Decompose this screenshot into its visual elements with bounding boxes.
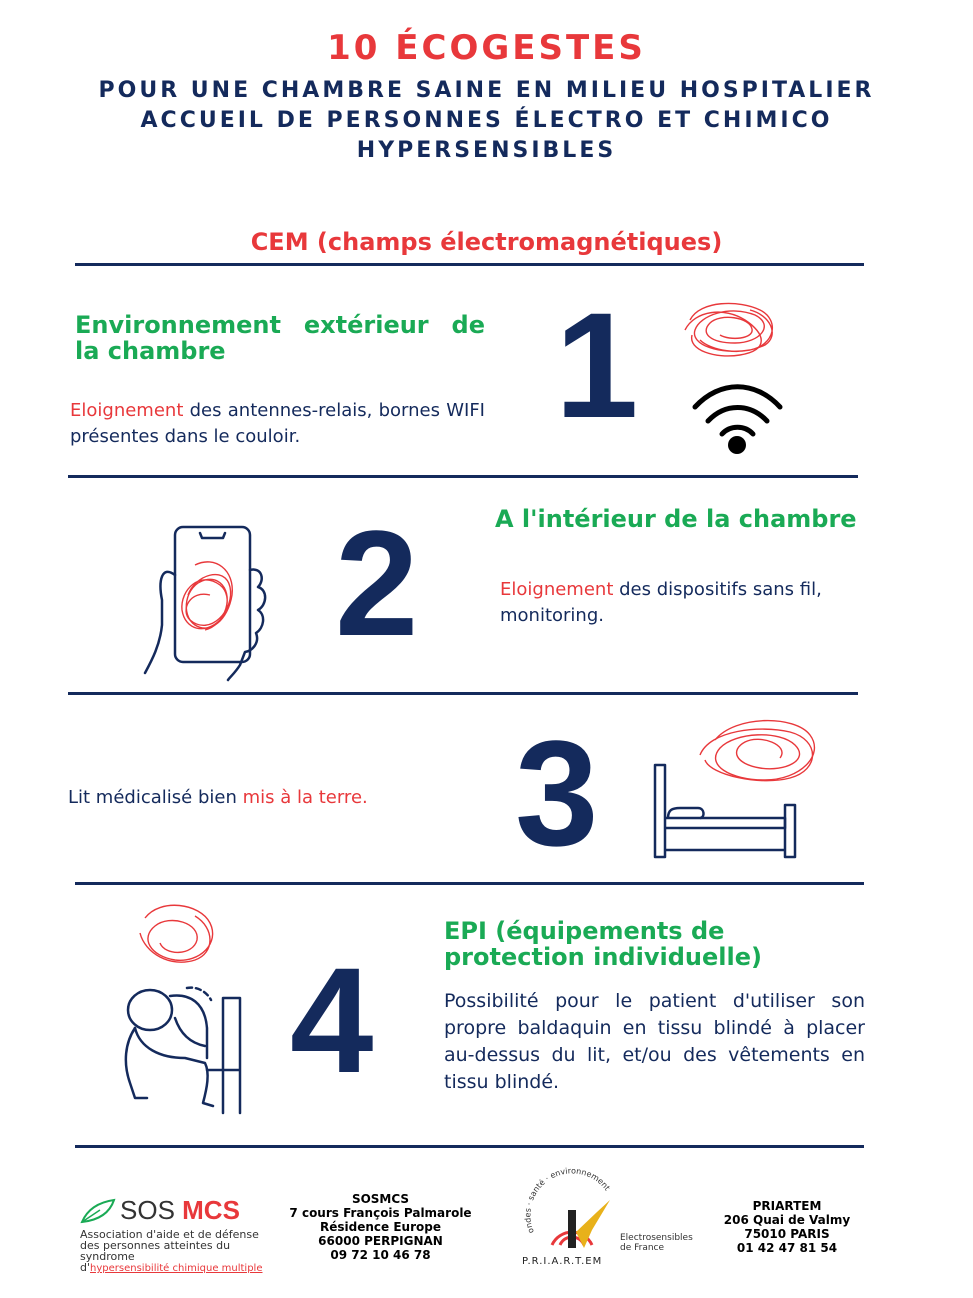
divider — [75, 263, 864, 266]
priartem-logo — [522, 1166, 697, 1270]
scribble-icon — [140, 905, 213, 962]
bed-mattress — [665, 818, 785, 828]
sosmcs-tagline-1: Association d'aide et de défense — [80, 1228, 259, 1241]
wifi-icon — [680, 295, 790, 470]
wifi-waves — [695, 387, 780, 434]
item-2-number: 2 — [335, 499, 419, 667]
scribble-icon — [700, 721, 814, 781]
item-3-text — [68, 785, 488, 811]
sosmcs-address-line2: Résidence Europe — [320, 1220, 441, 1234]
sosmcs-address — [283, 1192, 478, 1262]
priartem-address-line1: 206 Quai de Valmy — [723, 1213, 851, 1227]
priartem-address-line2: 75010 PARIS — [744, 1227, 830, 1241]
bed-footboard — [785, 805, 795, 857]
priartem-address — [712, 1199, 862, 1255]
sosmcs-address-line1: 7 cours François Palmarole — [289, 1206, 472, 1220]
page-title: 10 ÉCOGESTES — [327, 28, 646, 68]
item-1-text — [70, 398, 485, 450]
svg-text:ondes · santé · environnement — [523, 1166, 611, 1234]
item-2-rest: des dispositifs sans fil, monitoring. — [500, 579, 822, 626]
smartphone-icon — [140, 525, 270, 680]
bed-headboard — [655, 765, 665, 857]
hand-left — [145, 572, 175, 673]
section-title: CEM (champs électromagnétiques) — [250, 228, 723, 256]
item-2-text — [500, 577, 862, 629]
priartem-logo-name: P.R.I.A.R.T.EM — [522, 1256, 603, 1267]
item-4-heading: EPI (équipements de protection individuelle) — [444, 917, 762, 971]
sosmcs-name-highlight: MCS — [182, 1195, 240, 1225]
divider — [75, 1145, 864, 1148]
page-subtitle — [0, 76, 973, 166]
sosmcs-tagline-3-prefix: d' — [80, 1261, 91, 1274]
distressed-person-icon — [115, 898, 255, 1123]
divider — [68, 692, 858, 695]
phone-body — [175, 527, 250, 662]
scribble-icon — [182, 562, 232, 630]
scribble-icon — [685, 303, 772, 356]
divider — [68, 475, 858, 478]
item-4-number: 4 — [290, 936, 374, 1104]
item-4-text: Possibilité pour le patient d'utiliser son propre baldaquin en tissu blindé à placer au-dessus du lit, et/ou des vêtements en tissu blindé. — [444, 990, 865, 1093]
subtitle-line-1: POUR UNE CHAMBRE SAINE EN MILIEU HOSPITALIER — [98, 78, 875, 103]
item-3-number: 3 — [515, 709, 599, 877]
sosmcs-tagline-3-highlight: hypersensibilité chimique multiple — [90, 1263, 263, 1274]
item-3-prefix: Lit médicalisé bien — [68, 787, 243, 808]
person-back — [170, 995, 207, 1058]
item-1-heading: Environnement extérieur de la chambre — [75, 311, 485, 365]
item-1-number: 1 — [555, 281, 639, 449]
person-knee — [175, 1018, 205, 1046]
item-2-heading: A l'intérieur de la chambre — [495, 505, 857, 533]
hand-right — [228, 570, 265, 680]
bed-pillow — [668, 808, 704, 818]
sosmcs-address-line3: 66000 PERPIGNAN — [318, 1234, 443, 1248]
phone-notch — [200, 533, 225, 538]
person-head — [128, 990, 172, 1030]
sosmcs-tagline — [80, 1229, 265, 1274]
sosmcs-logo — [80, 1195, 265, 1274]
subtitle-line-3: HYPERSENSIBLES — [356, 138, 617, 163]
sosmcs-tagline-3 — [80, 1262, 265, 1274]
chair — [207, 998, 240, 1113]
person-arm — [126, 1028, 147, 1098]
person-legs — [135, 1028, 213, 1106]
bed-icon — [650, 710, 830, 865]
priartem-logo-side2: de France — [620, 1243, 665, 1253]
item-2-highlight: Eloignement — [500, 579, 614, 600]
subtitle-line-2: ACCUEIL DE PERSONNES ÉLECTRO ET CHIMICO — [140, 108, 833, 133]
item-1-rest: des antennes-relais, bornes WIFI présentes dans le couloir. — [70, 400, 485, 447]
sosmcs-address-phone: 09 72 10 46 78 — [330, 1248, 431, 1262]
priartem-arc-text: ondes · santé · environnement — [523, 1166, 612, 1235]
sosmcs-name: SOS — [120, 1195, 183, 1225]
priartem-logo-side — [620, 1233, 693, 1253]
priartem-logo-side1: Electrosensibles — [620, 1233, 693, 1243]
divider — [75, 882, 864, 885]
item-3-highlight: mis à la terre. — [242, 787, 368, 808]
priartem-address-name: PRIARTEM — [752, 1199, 822, 1213]
leaf-icon — [80, 1198, 116, 1224]
item-1-highlight: Eloignement — [70, 400, 184, 421]
wifi-dot — [728, 436, 746, 454]
priartem-emblem-icon — [522, 1166, 622, 1255]
sosmcs-address-name: SOSMCS — [351, 1192, 410, 1206]
sosmcs-tagline-2: des personnes atteintes du syndrome — [80, 1239, 231, 1263]
priartem-address-phone: 01 42 47 81 54 — [736, 1241, 838, 1255]
